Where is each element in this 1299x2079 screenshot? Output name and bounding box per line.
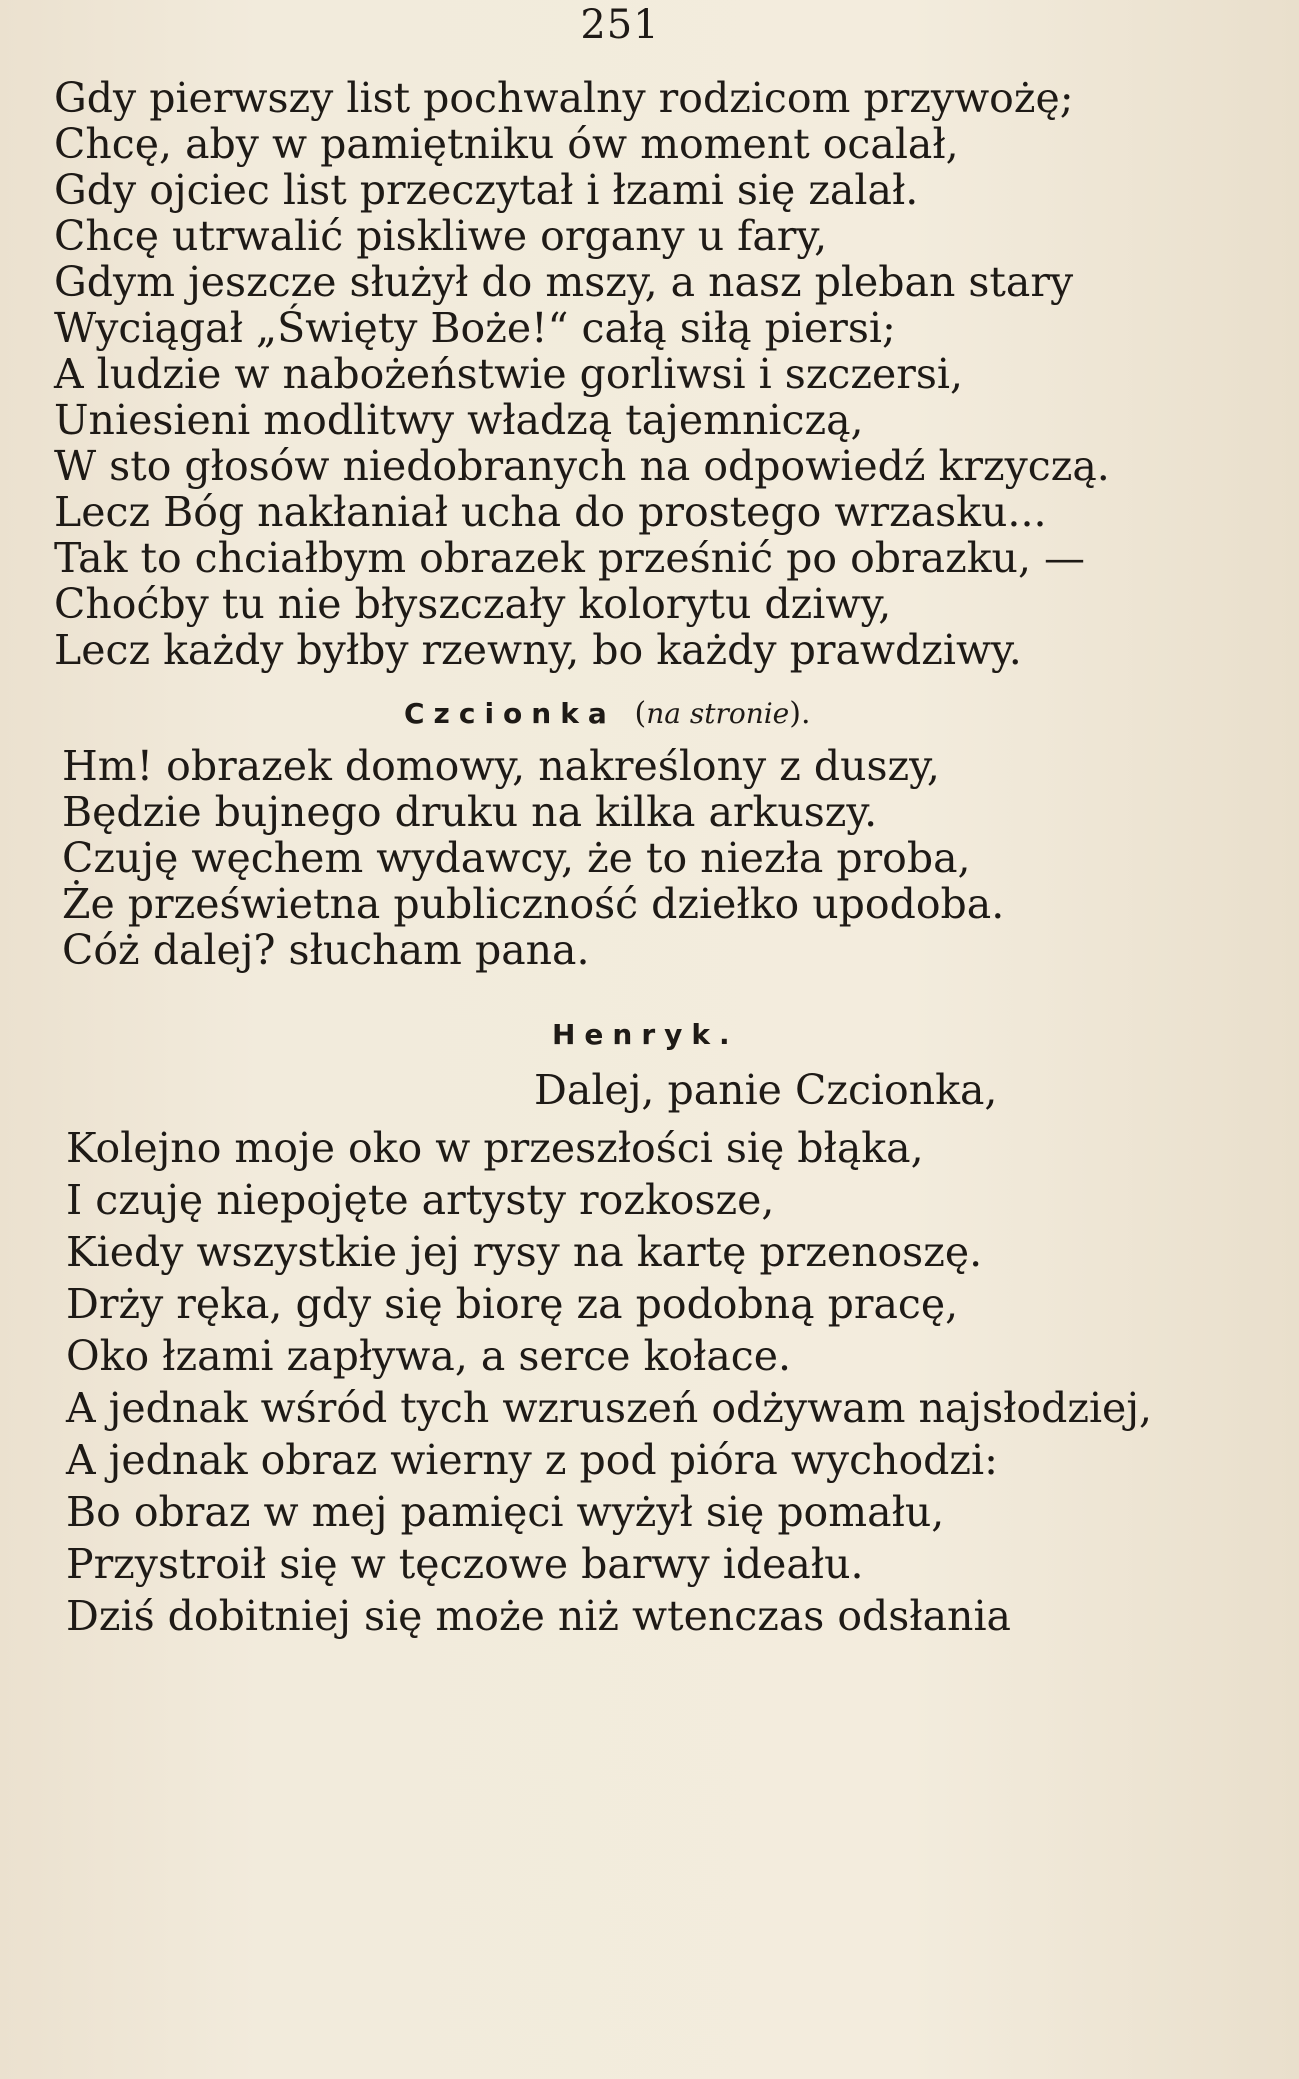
verse-line: Drży ręka, gdy się biorę za podobną pracę, bbox=[66, 1280, 959, 1328]
verse-line: W sto głosów niedobranych na odpowiedź krzyczą. bbox=[54, 442, 1110, 490]
verse-line: Uniesieni modlitwy władzą tajemniczą, bbox=[54, 396, 864, 444]
verse-line: Dalej, panie Czcionka, bbox=[534, 1066, 998, 1114]
verse-line: Choćby tu nie błyszczały kolorytu dziwy, bbox=[54, 580, 892, 628]
verse-line: Wyciągał „Święty Boże!“ całą siłą piersi; bbox=[54, 304, 896, 352]
speaker-heading bbox=[404, 696, 811, 731]
page-number: 251 bbox=[580, 2, 660, 48]
verse-line: Chcę utrwalić piskliwe organy u fary, bbox=[54, 212, 828, 260]
verse-line: Oko łzami zapływa, a serce kołace. bbox=[66, 1332, 792, 1380]
verse-line: A ludzie w nabożeństwie gorliwsi i szczersi, bbox=[54, 350, 964, 398]
verse-line: Tak to chciałbym obrazek prześnić po obrazku, — bbox=[54, 534, 1086, 582]
speaker-name: Czcionka bbox=[404, 697, 616, 730]
verse-line: A jednak obraz wierny z pod pióra wychodzi: bbox=[66, 1436, 998, 1484]
verse-line: Gdy pierwszy list pochwalny rodzicom przywożę; bbox=[54, 74, 1074, 122]
verse-line: Kiedy wszystkie jej rysy na kartę przenoszę. bbox=[66, 1228, 983, 1276]
verse-line: Że prześwietna publiczność dziełko upodoba. bbox=[62, 880, 1005, 928]
verse-line: Przystroił się w tęczowe barwy ideału. bbox=[66, 1540, 864, 1588]
verse-line: Dziś dobitniej się może niż wtenczas odsłania bbox=[66, 1592, 1012, 1640]
verse-line: I czuję niepojęte artysty rozkosze, bbox=[66, 1176, 775, 1224]
verse-line: Lecz Bóg nakłaniał ucha do prostego wrzasku... bbox=[54, 488, 1047, 536]
stage-direction: na stronie bbox=[646, 697, 790, 730]
verse-line: Hm! obrazek domowy, nakreślony z duszy, bbox=[62, 742, 940, 790]
verse-line: Kolejno moje oko w przeszłości się błąka, bbox=[66, 1124, 924, 1172]
verse-line: Cóż dalej? słucham pana. bbox=[62, 926, 590, 974]
verse-line: Gdy ojciec list przeczytał i łzami się zalał. bbox=[54, 166, 919, 214]
stage-direction-close: ). bbox=[789, 696, 811, 731]
verse-line: Lecz każdy byłby rzewny, bo każdy prawdziwy. bbox=[54, 626, 1022, 674]
stage-direction-open: ( bbox=[634, 696, 647, 731]
verse-line: Chcę, aby w pamiętniku ów moment ocalał, bbox=[54, 120, 959, 168]
speaker-name: Henryk. bbox=[552, 1018, 739, 1051]
verse-line: Gdym jeszcze służył do mszy, a nasz pleban stary bbox=[54, 258, 1074, 306]
verse-line: A jednak wśród tych wzruszeń odżywam najsłodziej, bbox=[66, 1384, 1153, 1432]
verse-line: Będzie bujnego druku na kilka arkuszy. bbox=[62, 788, 878, 836]
verse-line: Czuję węchem wydawcy, że to niezła proba, bbox=[62, 834, 971, 882]
verse-line: Bo obraz w mej pamięci wyżył się pomału, bbox=[66, 1488, 945, 1536]
